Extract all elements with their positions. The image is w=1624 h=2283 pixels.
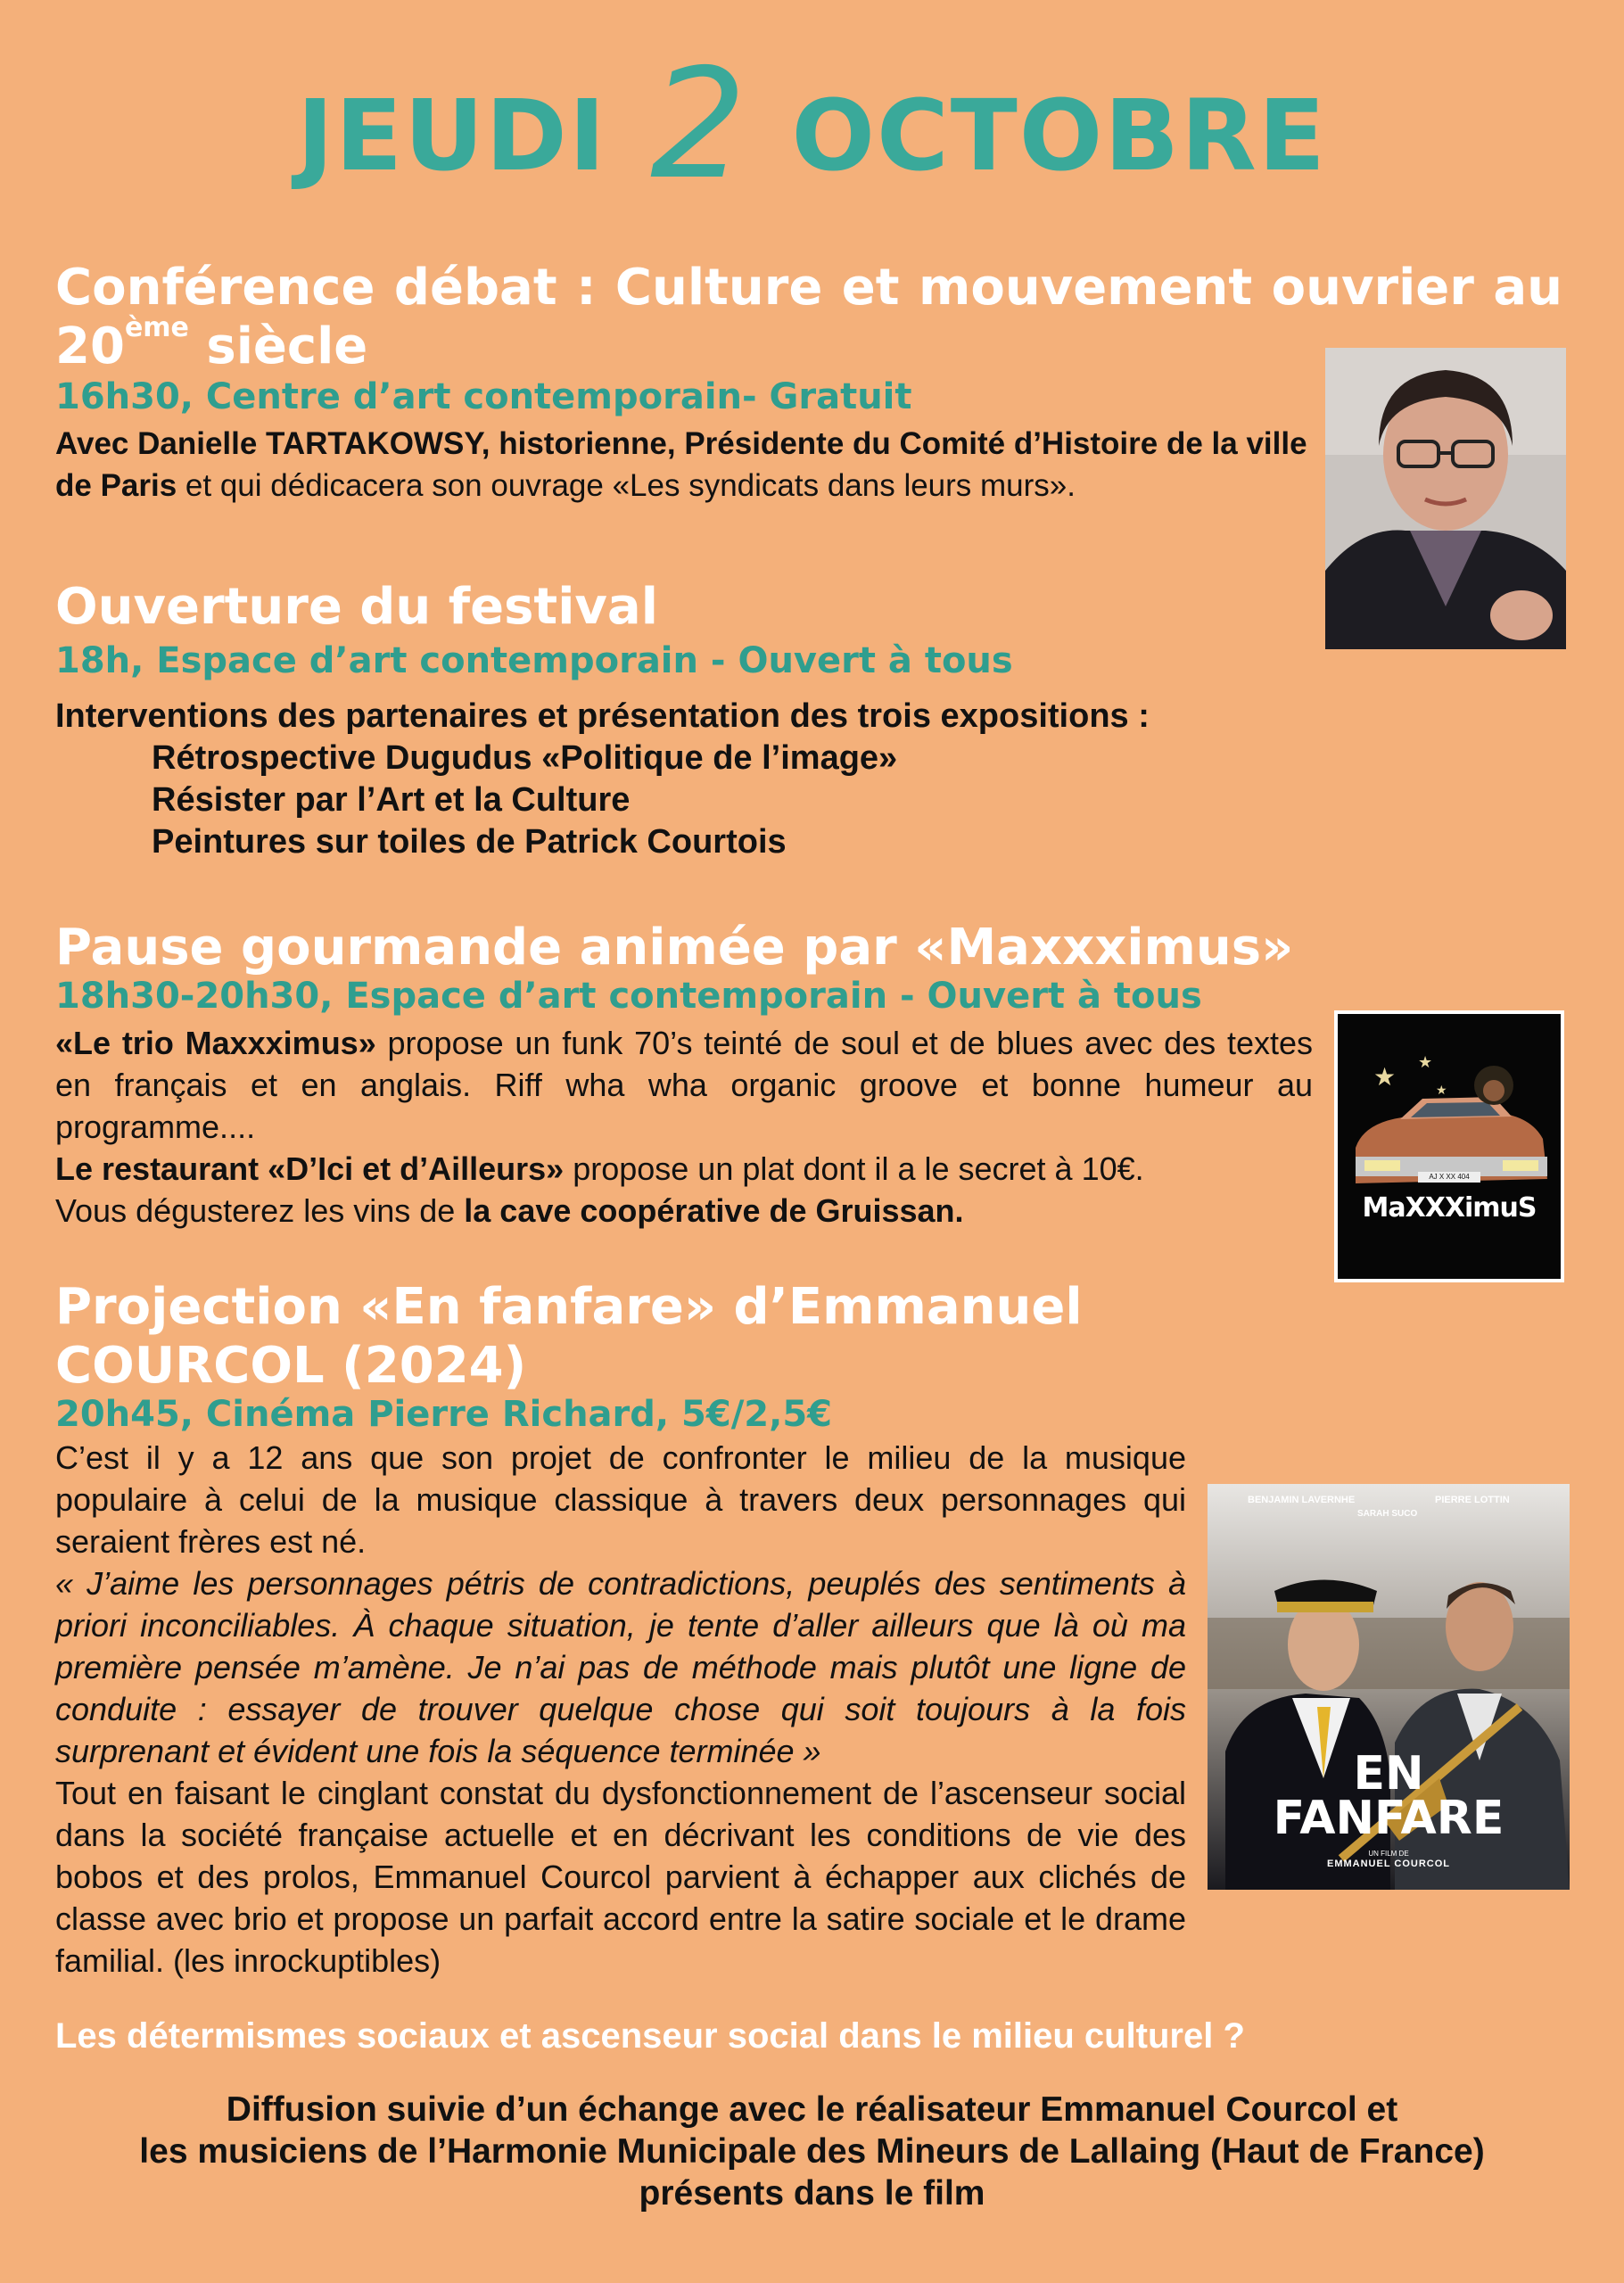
projection-review: Tout en faisant le cinglant constat du dysfonctionnement de l’ascenseur social dans la société française actuelle et en décrivant les conditions de vie des bobos et des prolos, Emmanuel Courcol parvient à échapper aux clichés de classe avec brio et propose un parfait accord entre la satire sociale et le drame familial. (les inrockuptibles): [55, 1775, 1186, 1979]
pause-restaurant-text: Le restaurant «D’Ici et d’Ailleurs» propose un plat dont il a le secret à 10€.: [55, 1150, 1144, 1187]
closing-line: Diffusion suivie d’un échange avec le réalisateur Emmanuel Courcol et: [226, 2090, 1398, 2129]
conference-details: [55, 375, 1322, 507]
exhibition-item: Rétrospective Dugudus «Politique de l’image»: [152, 739, 898, 777]
opening-intro: Interventions des partenaires et présentation des trois expositions :: [55, 697, 1150, 735]
maxxximus-poster: [1334, 1010, 1564, 1282]
section-projection: [55, 1278, 1322, 1982]
en-fanfare-poster: [1208, 1484, 1570, 1890]
projection-quote: « J’aime les personnages pétris de contradictions, peuplés des sentiments à priori inconciliables. À chaque situation, je tente d’aller ailleurs que là où ma première pensée m’amène. Je n’ai pas de méthode mais plutôt une ligne de conduite : essayer de trouver quelque chose qui soit toujours à la fois surprenant et évident une fois la séquence terminée »: [55, 1565, 1186, 1769]
closing-line: présents dans le film: [639, 2174, 985, 2213]
poster-director-prefix: UN FILM DE: [1368, 1850, 1409, 1858]
conference-description: Avec Danielle TARTAKOWSY, historienne, Présidente du Comité d’Histoire de la ville de Paris et qui dédicacera son ouvrage «Les syndicats dans leurs murs».: [55, 426, 1307, 503]
exhibition-item: Peintures sur toiles de Patrick Courtois: [152, 823, 787, 861]
title-month: OCTOBRE: [791, 78, 1327, 193]
poster-director: EMMANUEL COURCOL: [1326, 1859, 1450, 1869]
page-title: [0, 37, 1624, 213]
pause-wine-text: Vous dégusterez les vins de la cave coopérative de Gruissan.: [55, 1192, 964, 1229]
section-pause: [55, 919, 1322, 1232]
opening-subtitle: 18h, Espace d’art contemporain - Ouvert à tous: [55, 640, 1013, 681]
conference-title-line2: 20ème siècle: [55, 312, 368, 375]
svg-text:★: ★: [1436, 1084, 1447, 1098]
projection-intro: C’est il y a 12 ans que son projet de confronter le milieu de la musique populaire à celui de la musique classique à travers deux personnages qui seraient frères est né.: [55, 1439, 1186, 1560]
exhibition-item: Résister par l’Art et la Culture: [152, 781, 631, 819]
poster-actor: PIERRE LOTTIN: [1435, 1495, 1510, 1505]
conference-title-line1: Conférence débat : Culture et mouvement ouvrier au: [55, 259, 1562, 317]
projection-subtitle: 20h45, Cinéma Pierre Richard, 5€/2,5€: [55, 1394, 832, 1435]
svg-text:★: ★: [1418, 1053, 1433, 1072]
maxxximus-poster-title: MaXXXimuS: [1362, 1192, 1537, 1224]
poster-actor: SARAH SUCO: [1357, 1509, 1418, 1519]
section-opening: [55, 578, 1304, 863]
pause-trio-text: «Le trio Maxxximus» propose un funk 70’s teinté de soul et de blues avec des textes en français et en anglais. Riff wha wha organic groove et bonne humeur au programme....: [55, 1025, 1313, 1145]
license-plate: AJ X XX 404: [1418, 1172, 1480, 1183]
closing-line: les musiciens de l’Harmonie Municipale des Mineurs de Lallaing (Haut de France): [139, 2132, 1485, 2171]
poster-actor: BENJAMIN LAVERNHE: [1248, 1495, 1356, 1505]
projection-title-line1: Projection «En fanfare» d’Emmanuel: [55, 1278, 1083, 1336]
projection-title-line2: COURCOL (2024): [55, 1337, 527, 1395]
question-line: Les détermismes sociaux et ascenseur social dans le milieu culturel ?: [55, 2016, 1245, 2056]
opening-title: Ouverture du festival: [55, 578, 658, 636]
svg-text:★: ★: [1373, 1062, 1397, 1092]
maxxximus-poster-art: [1338, 1014, 1561, 1279]
closing-text: [0, 2089, 1624, 2214]
speaker-photo-image: [1325, 348, 1566, 649]
title-day: JEUDI: [297, 78, 607, 193]
title-day-number: 2: [649, 37, 749, 213]
poster-title: EN FANFARE: [1273, 1747, 1504, 1845]
speaker-photo: [1325, 348, 1566, 649]
pause-subtitle: 18h30-20h30, Espace d’art contemporain - Ouvert à tous: [55, 976, 1202, 1017]
conference-subtitle: 16h30, Centre d’art contemporain- Gratuit: [55, 376, 912, 417]
pause-title: Pause gourmande animée par «Maxxximus»: [55, 919, 1294, 977]
